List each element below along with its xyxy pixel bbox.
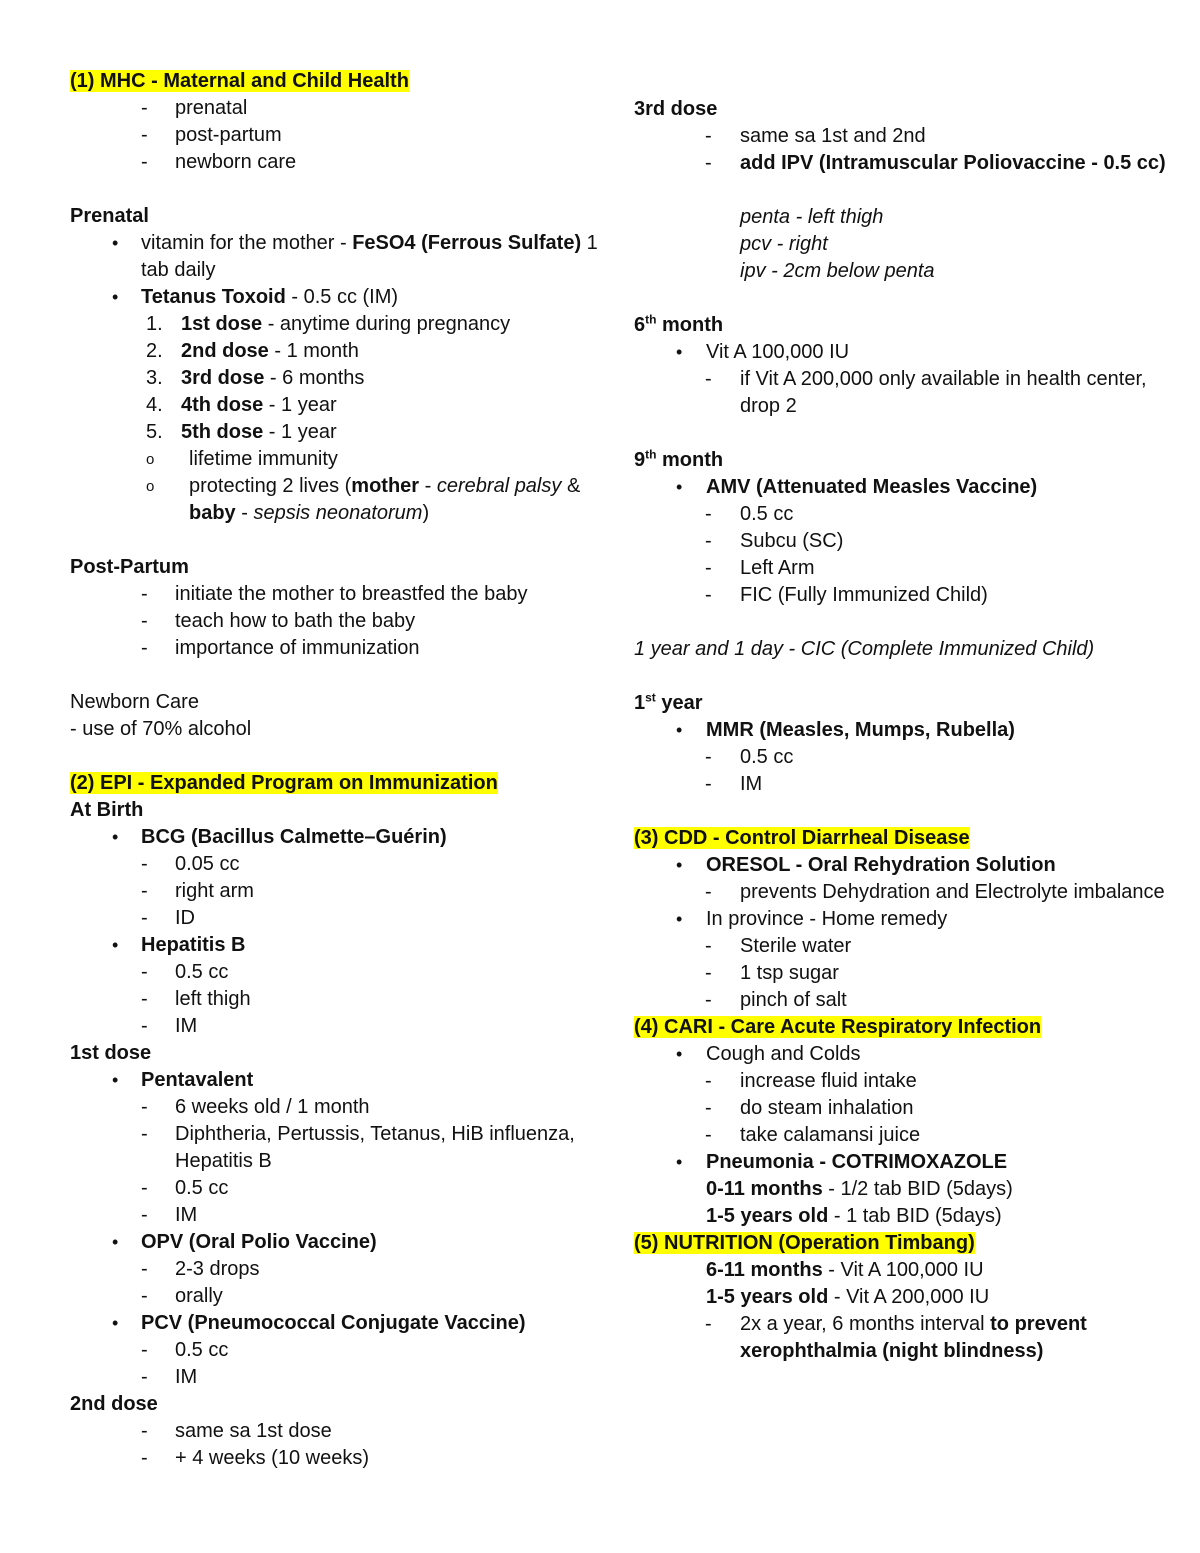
list-item: - 0.05 cc	[70, 851, 600, 878]
list-item: - same sa 1st dose	[70, 1418, 600, 1445]
list-item: • Cough and Colds	[634, 1041, 1174, 1068]
dash-marker: -	[141, 907, 148, 929]
dash-marker: -	[141, 583, 148, 605]
bullet-marker: •	[676, 477, 683, 497]
bullet-marker: •	[112, 1313, 119, 1333]
list-item: - ID	[70, 905, 600, 932]
number-marker: 3.	[146, 367, 163, 389]
bullet-marker: •	[112, 233, 119, 253]
injection-site-note: penta - left thigh	[740, 206, 884, 228]
prenatal-heading: Prenatal	[70, 205, 149, 227]
dash-marker: -	[141, 1447, 148, 1469]
injection-site-note: ipv - 2cm below penta	[740, 260, 935, 282]
list-item: • BCG (Bacillus Calmette–Guérin)	[70, 824, 600, 851]
list-item: - post-partum	[70, 122, 600, 149]
list-item: - left thigh	[70, 986, 600, 1013]
dose-item: 1. 1st dose - anytime during pregnancy	[70, 311, 600, 338]
list-item: - Subcu (SC)	[634, 528, 1174, 555]
dash-marker: -	[141, 1096, 148, 1118]
dash-marker: -	[705, 881, 712, 903]
injection-site-note: pcv - right	[740, 233, 828, 255]
mhc-section-heading: (1) MHC - Maternal and Child Health	[70, 70, 409, 92]
dash-marker: -	[705, 1124, 712, 1146]
number-marker: 5.	[146, 421, 163, 443]
list-item: - IM	[70, 1364, 600, 1391]
dash-marker: -	[705, 1070, 712, 1092]
right-column	[634, 96, 1174, 1365]
list-item: - take calamansi juice	[634, 1122, 1174, 1149]
dosage-line: 1-5 years old - Vit A 200,000 IU	[706, 1286, 990, 1308]
cari-section-heading: (4) CARI - Care Acute Respiratory Infection	[634, 1016, 1042, 1038]
dose-item: 3. 3rd dose - 6 months	[70, 365, 600, 392]
circle-marker: o	[146, 451, 155, 468]
list-item: - teach how to bath the baby	[70, 608, 600, 635]
list-item: - 2x a year, 6 months interval to prevent xerophthalmia (night blindness)	[705, 1313, 1087, 1362]
list-item: - Sterile water	[634, 933, 1174, 960]
bullet-marker: •	[676, 1044, 683, 1064]
dash-marker: -	[705, 1313, 712, 1335]
dash-marker: -	[141, 1177, 148, 1199]
bullet-marker: •	[112, 287, 119, 307]
list-item: • Vit A 100,000 IU	[634, 339, 1174, 366]
bullet-marker: •	[112, 1070, 119, 1090]
list-item: - orally	[70, 1283, 600, 1310]
list-item: - FIC (Fully Immunized Child)	[634, 582, 1174, 609]
dash-marker: -	[705, 1097, 712, 1119]
dosage-line: 6-11 months - Vit A 100,000 IU	[706, 1259, 984, 1281]
dash-marker: -	[141, 610, 148, 632]
postpartum-heading: Post-Partum	[70, 556, 189, 578]
list-item: - if Vit A 200,000 only available in health center, drop 2	[705, 368, 1147, 417]
dash-marker: -	[705, 962, 712, 984]
dash-marker: -	[141, 1339, 148, 1361]
left-column	[70, 68, 600, 1472]
dose-item: 4. 4th dose - 1 year	[70, 392, 600, 419]
list-item: - pinch of salt	[634, 987, 1174, 1014]
list-item: - IM	[634, 771, 1174, 798]
dose-item: 5. 5th dose - 1 year	[70, 419, 600, 446]
list-item: - 0.5 cc	[634, 501, 1174, 528]
list-item: - add IPV (Intramuscular Poliovaccine - 0.5 cc)	[634, 150, 1174, 177]
dash-marker: -	[141, 1015, 148, 1037]
list-item: - same sa 1st and 2nd	[634, 123, 1174, 150]
list-item: - importance of immunization	[70, 635, 600, 662]
list-item: • ORESOL - Oral Rehydration Solution	[634, 852, 1174, 879]
list-item: - prenatal	[70, 95, 600, 122]
dash-marker: -	[705, 557, 712, 579]
dose-item: 2. 2nd dose - 1 month	[70, 338, 600, 365]
list-item: - 0.5 cc	[70, 959, 600, 986]
dash-marker: -	[141, 1285, 148, 1307]
second-dose-heading: 2nd dose	[70, 1393, 158, 1415]
list-item: - increase fluid intake	[634, 1068, 1174, 1095]
dash-marker: -	[705, 773, 712, 795]
list-item: - 0.5 cc	[70, 1337, 600, 1364]
list-item: • MMR (Measles, Mumps, Rubella)	[634, 717, 1174, 744]
dash-marker: -	[141, 1204, 148, 1226]
epi-section-heading: (2) EPI - Expanded Program on Immunization	[70, 772, 498, 794]
dash-marker: -	[705, 125, 712, 147]
dash-marker: -	[705, 584, 712, 606]
list-item: • Hepatitis B	[70, 932, 600, 959]
dash-marker: -	[141, 151, 148, 173]
list-item: - Diphtheria, Pertussis, Tetanus, HiB influenza, Hepatitis B	[141, 1123, 575, 1172]
bullet-marker: •	[676, 909, 683, 929]
cic-note: 1 year and 1 day - CIC (Complete Immunized Child)	[634, 638, 1095, 660]
dash-marker: -	[705, 530, 712, 552]
bullet-marker: •	[676, 855, 683, 875]
dash-marker: -	[705, 989, 712, 1011]
list-item: - + 4 weeks (10 weeks)	[70, 1445, 600, 1472]
newborn-heading: Newborn Care	[70, 691, 199, 713]
number-marker: 4.	[146, 394, 163, 416]
dash-marker: -	[141, 853, 148, 875]
list-item: • In province - Home remedy	[634, 906, 1174, 933]
list-item: • Pentavalent	[70, 1067, 600, 1094]
list-item: - 0.5 cc	[634, 744, 1174, 771]
dash-marker: -	[705, 152, 712, 174]
list-item: - right arm	[70, 878, 600, 905]
list-item: - 0.5 cc	[70, 1175, 600, 1202]
list-item: - 2-3 drops	[70, 1256, 600, 1283]
list-item: - Left Arm	[634, 555, 1174, 582]
dash-marker: -	[141, 1420, 148, 1442]
first-dose-heading: 1st dose	[70, 1042, 152, 1064]
dash-marker: -	[705, 935, 712, 957]
circle-marker: o	[146, 478, 155, 495]
dash-marker: -	[141, 961, 148, 983]
first-year-heading: 1st year	[634, 690, 703, 714]
list-item: - initiate the mother to breastfed the baby	[70, 581, 600, 608]
dash-marker: -	[705, 746, 712, 768]
dash-marker: -	[141, 880, 148, 902]
dash-marker: -	[141, 1366, 148, 1388]
bullet-marker: •	[676, 720, 683, 740]
number-marker: 1.	[146, 313, 163, 335]
dash-marker: -	[141, 1258, 148, 1280]
list-item: o protecting 2 lives (mother - cerebral palsy & baby - sepsis neonatorum)	[146, 475, 581, 524]
bullet-marker: •	[676, 1152, 683, 1172]
list-item: - 6 weeks old / 1 month	[70, 1094, 600, 1121]
list-item: - newborn care	[70, 149, 600, 176]
list-item: • OPV (Oral Polio Vaccine)	[70, 1229, 600, 1256]
cdd-section-heading: (3) CDD - Control Diarrheal Disease	[634, 827, 970, 849]
list-item: • vitamin for the mother - FeSO4 (Ferrous Sulfate) 1 tab daily	[112, 232, 598, 281]
dash-marker: -	[705, 503, 712, 525]
sixth-month-heading: 6th month	[634, 312, 724, 336]
list-item: - IM	[70, 1202, 600, 1229]
list-item: • Tetanus Toxoid - 0.5 cc (IM)	[70, 284, 600, 311]
dash-marker: -	[141, 637, 148, 659]
list-item: • Pneumonia - COTRIMOXAZOLE	[634, 1149, 1174, 1176]
dash-marker: -	[141, 124, 148, 146]
dash-marker: -	[141, 97, 148, 119]
nutrition-section-heading: (5) NUTRITION (Operation Timbang)	[634, 1232, 975, 1254]
ninth-month-heading: 9th month	[634, 447, 724, 471]
list-item: - prevents Dehydration and Electrolyte imbalance	[634, 879, 1174, 906]
bullet-marker: •	[112, 935, 119, 955]
bullet-marker: •	[676, 342, 683, 362]
bullet-marker: •	[112, 827, 119, 847]
bullet-marker: •	[112, 1232, 119, 1252]
newborn-line: - use of 70% alcohol	[70, 718, 252, 740]
dosage-line: 1-5 years old - 1 tab BID (5days)	[706, 1205, 1002, 1227]
dosage-line: 0-11 months - 1/2 tab BID (5days)	[706, 1178, 1013, 1200]
number-marker: 2.	[146, 340, 163, 362]
dash-marker: -	[705, 368, 712, 390]
third-dose-heading: 3rd dose	[634, 98, 718, 120]
list-item: • AMV (Attenuated Measles Vaccine)	[634, 474, 1174, 501]
list-item: - 1 tsp sugar	[634, 960, 1174, 987]
at-birth-heading: At Birth	[70, 799, 144, 821]
list-item: o lifetime immunity	[70, 446, 600, 473]
list-item: - do steam inhalation	[634, 1095, 1174, 1122]
dash-marker: -	[141, 1123, 148, 1145]
list-item: - IM	[70, 1013, 600, 1040]
list-item: • PCV (Pneumococcal Conjugate Vaccine)	[70, 1310, 600, 1337]
dash-marker: -	[141, 988, 148, 1010]
